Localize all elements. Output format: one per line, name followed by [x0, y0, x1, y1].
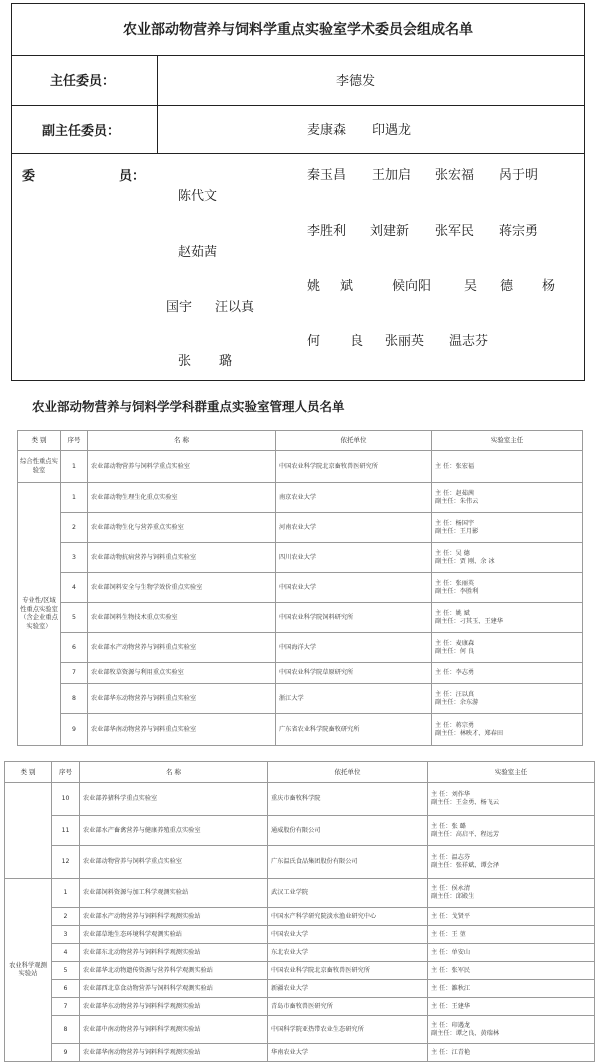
- director-cell: [428, 1016, 595, 1044]
- unit-cell: 中国农业科学院北京畜牧兽医研究所: [276, 451, 432, 483]
- number-cell: 5: [52, 962, 80, 980]
- director-line: 主 任：张 璐: [431, 822, 466, 830]
- unit-cell: 中国农业大学: [276, 573, 432, 603]
- divider: [157, 55, 158, 153]
- director-line: 副主任：贾 刚、余 冰: [435, 557, 495, 565]
- unit-cell: 广东省农业科学院畜牧研究所: [276, 714, 432, 746]
- director-cell: [428, 944, 595, 962]
- name-cell: 农业部动物抗病营养与饲料重点实验室: [88, 543, 276, 573]
- member-name: 汪以真: [215, 300, 255, 315]
- table-row: [18, 633, 583, 663]
- director-cell: [428, 816, 595, 846]
- name-cell: 农业部牧草资源与利用重点实验室: [88, 663, 276, 684]
- member-name: 李胜利: [307, 224, 347, 239]
- table-row: [5, 1044, 595, 1062]
- member-name: 张: [178, 354, 192, 369]
- table-row: [5, 944, 595, 962]
- table-row: [5, 1016, 595, 1044]
- name-cell: 农业部华东动物营养与饲料科学观测实验站: [80, 998, 268, 1016]
- director-line: 副主任：高启平、程远芳: [431, 830, 500, 838]
- member-name: 蒋宗勇: [499, 224, 539, 239]
- name-cell: 农业部草地生态环境科学观测实验站: [80, 926, 268, 944]
- lab-table: [17, 430, 583, 746]
- director-line: 主 任：姚 斌: [435, 609, 470, 617]
- member-name: 张军民: [435, 224, 475, 239]
- category-cell: [5, 783, 52, 879]
- unit-cell: 华南农业大学: [268, 1044, 428, 1062]
- director-line: 主 任：李志勇: [435, 669, 475, 677]
- number-cell: 1: [61, 451, 88, 483]
- director-cell: [428, 846, 595, 879]
- number-cell: 3: [61, 543, 88, 573]
- number-cell: 4: [52, 944, 80, 962]
- name-cell: 农业部饲料安全与生物学效价重点实验室: [88, 573, 276, 603]
- director-line: 副主任：林映才、郑春田: [435, 729, 504, 737]
- number-cell: 2: [52, 908, 80, 926]
- director-cell: [432, 633, 583, 663]
- header-cell: 类 别: [18, 431, 61, 451]
- director-cell: [428, 926, 595, 944]
- number-cell: 12: [52, 846, 80, 879]
- unit-cell: 东北农业大学: [268, 944, 428, 962]
- director-line: 副主任：李胜利: [435, 587, 479, 595]
- number-cell: 6: [61, 633, 88, 663]
- deputy-label: 副主任委员：: [42, 124, 121, 139]
- member-name: 何: [307, 334, 321, 349]
- director-line: 副主任：张祥斌、谭会泽: [431, 862, 500, 869]
- divider: [12, 105, 584, 106]
- director-line: 主 任：杨国宇: [435, 519, 475, 527]
- number-cell: 9: [61, 714, 88, 746]
- table-row: [18, 684, 583, 714]
- member-name: 张宏福: [435, 168, 475, 183]
- member-name: 王加启: [372, 168, 412, 183]
- director-cell: [432, 483, 583, 513]
- table-row: [18, 543, 583, 573]
- table-row: [18, 714, 583, 746]
- category-cell: 专业性/区域性重点实验室（含企业重点实验室）: [18, 483, 61, 746]
- table-row: [18, 573, 583, 603]
- name-cell: 农业部动物营养与饲料学重点实验室: [88, 451, 276, 483]
- number-cell: 10: [52, 783, 80, 816]
- unit-cell: 南京农业大学: [276, 483, 432, 513]
- director-line: 主 任：蒋宗勇: [435, 721, 475, 729]
- table-row: [5, 879, 595, 908]
- table-row: [18, 451, 583, 483]
- members-label: 委: [22, 169, 36, 184]
- deputy-name: 麦康森: [307, 123, 347, 138]
- member-name: 张丽英: [385, 334, 425, 349]
- director-cell: [428, 783, 595, 816]
- director-line: 主 任：王建华: [431, 1002, 471, 1010]
- name-cell: 农业部动物生理生化重点实验室: [88, 483, 276, 513]
- unit-cell: 重庆市畜牧科学院: [268, 783, 428, 816]
- director-name: 李德发: [336, 74, 376, 89]
- name-cell: 农业部水产畜禽营养与健康养殖重点实验室: [80, 816, 268, 846]
- director-line: 副主任：余东游: [435, 698, 479, 706]
- director-line: 副主任：王月影: [435, 527, 479, 535]
- director-cell: [428, 1044, 595, 1062]
- number-cell: 1: [61, 483, 88, 513]
- header-cell: 类 别: [5, 762, 52, 783]
- header-cell: 名 称: [80, 762, 268, 783]
- director-cell: [432, 714, 583, 746]
- deputy-name: 印遇龙: [372, 123, 412, 138]
- member-name: 秦玉昌: [307, 168, 347, 183]
- number-cell: 7: [61, 663, 88, 684]
- name-cell: 农业部华南动物营养与饲料科学观测实验站: [80, 1044, 268, 1062]
- unit-cell: 通威股份有限公司: [268, 816, 428, 846]
- member-name: 德: [500, 279, 514, 294]
- committee-title: 农业部动物营养与饲料学重点实验室学术委员会组成名单: [123, 22, 473, 38]
- group-title: 农业部动物营养与饲料学学科群重点实验室管理人员名单: [32, 399, 345, 414]
- director-line: 主 任：汪以真: [435, 690, 475, 698]
- director-line: 主 任：江青艳: [431, 1048, 471, 1056]
- member-name: 璐: [219, 354, 233, 369]
- director-line: 副主任：刁其玉、王建华: [435, 617, 504, 625]
- table-row: [5, 908, 595, 926]
- header-cell: 序号: [61, 431, 88, 451]
- name-cell: 农业部饲料资源与加工科学观测实验站: [80, 879, 268, 908]
- header-cell: 序号: [52, 762, 80, 783]
- director-line: 主 任：张宏福: [435, 462, 475, 470]
- category-cell: 综合性重点实验室: [18, 451, 61, 483]
- number-cell: 2: [61, 513, 88, 543]
- member-name: 候向阳: [392, 279, 432, 294]
- director-cell: [428, 962, 595, 980]
- director-cell: [428, 879, 595, 908]
- director-cell: [432, 603, 583, 633]
- director-line: 主 任：印遇龙: [431, 1021, 471, 1029]
- member-name: 良: [350, 334, 364, 349]
- name-cell: 农业部东北动物营养与饲料科学观测实验站: [80, 944, 268, 962]
- unit-cell: 四川农业大学: [276, 543, 432, 573]
- unit-cell: 中国海洋大学: [276, 633, 432, 663]
- director-cell: [428, 980, 595, 998]
- category-cell: 农业科学观测实验站: [5, 879, 52, 1062]
- name-cell: 农业部动物生化与营养重点实验室: [88, 513, 276, 543]
- director-cell: [432, 663, 583, 684]
- number-cell: 8: [61, 684, 88, 714]
- table-row: [18, 663, 583, 684]
- station-table: [4, 761, 595, 1062]
- table-header-row: [18, 431, 583, 451]
- director-cell: [432, 543, 583, 573]
- member-name: 吴: [464, 279, 478, 294]
- name-cell: 农业部西北草食动物营养与饲料科学观测实验站: [80, 980, 268, 998]
- director-cell: [432, 684, 583, 714]
- director-label: 主任委员：: [50, 74, 116, 89]
- table-row: [18, 513, 583, 543]
- unit-cell: 中国科学院亚热带农业生态研究所: [268, 1016, 428, 1044]
- unit-cell: 武汉工业学院: [268, 879, 428, 908]
- unit-cell: 广东温氏食品集团股份有限公司: [268, 846, 428, 879]
- director-line: 主 任：赵茹茜: [435, 489, 475, 497]
- director-cell: [432, 513, 583, 543]
- name-cell: 农业部饲料生物技术重点实验室: [88, 603, 276, 633]
- unit-cell: 浙江大学: [276, 684, 432, 714]
- header-cell: 名 称: [88, 431, 276, 451]
- unit-cell: 中国水产科学研究院淡水渔业研究中心: [268, 908, 428, 926]
- name-cell: 农业部华东动物营养与饲料重点实验室: [88, 684, 276, 714]
- member-name: 陈代文: [178, 189, 218, 204]
- director-line: 主 任：单安山: [431, 948, 471, 956]
- table-header-row: [5, 762, 595, 783]
- name-cell: 农业部华南动物营养与饲料重点实验室: [88, 714, 276, 746]
- director-line: 主 任：温志芬: [431, 854, 471, 862]
- name-cell: 农业部动物营养与饲料学重点实验室: [80, 846, 268, 879]
- number-cell: 4: [61, 573, 88, 603]
- header-cell: 依托单位: [276, 431, 432, 451]
- member-name: 姚: [307, 279, 321, 294]
- number-cell: 9: [52, 1044, 80, 1062]
- unit-cell: 中国农业科学院草原研究所: [276, 663, 432, 684]
- member-name: 呙于明: [499, 168, 539, 183]
- director-line: 主 任：张丽英: [435, 579, 475, 587]
- director-line: 主 任：戈贤平: [431, 912, 471, 920]
- table-row: [5, 783, 595, 816]
- number-cell: 8: [52, 1016, 80, 1044]
- member-name: 杨: [542, 279, 556, 294]
- director-line: 副主任：谭之良、黄瑞林: [431, 1029, 500, 1037]
- table-row: [5, 926, 595, 944]
- director-line: 副主任：朱伟云: [435, 497, 479, 505]
- member-name: 温志芬: [449, 334, 489, 349]
- director-line: 主 任：张军民: [431, 966, 471, 974]
- divider: [12, 153, 584, 154]
- unit-cell: 中国农业大学: [268, 926, 428, 944]
- director-line: 副主任：邱殿生: [431, 893, 475, 900]
- name-cell: 农业部养猪科学重点实验室: [80, 783, 268, 816]
- unit-cell: 新疆农业大学: [268, 980, 428, 998]
- name-cell: 农业部中南动物营养与饲料科学观测实验站: [80, 1016, 268, 1044]
- unit-cell: 中国农业科学院饲料研究所: [276, 603, 432, 633]
- number-cell: 6: [52, 980, 80, 998]
- director-line: 主 任：雒秋江: [431, 984, 471, 992]
- number-cell: 1: [52, 879, 80, 908]
- table-row: [5, 998, 595, 1016]
- number-cell: 3: [52, 926, 80, 944]
- name-cell: 农业部水产动物营养与饲料科学观测实验站: [80, 908, 268, 926]
- table-row: [18, 483, 583, 513]
- member-name: 刘建新: [370, 224, 410, 239]
- name-cell: 农业部华北动物遗传资源与营养科学观测实验站: [80, 962, 268, 980]
- member-name: 赵茹茜: [178, 245, 218, 260]
- unit-cell: 河南农业大学: [276, 513, 432, 543]
- divider: [12, 55, 584, 56]
- director-cell: [432, 573, 583, 603]
- name-cell: 农业部水产动物营养与饲料重点实验室: [88, 633, 276, 663]
- number-cell: 11: [52, 816, 80, 846]
- unit-cell: 青岛市畜牧兽医研究所: [268, 998, 428, 1016]
- number-cell: 5: [61, 603, 88, 633]
- table-row: [5, 980, 595, 998]
- member-name: 斌: [340, 279, 354, 294]
- director-cell: [432, 451, 583, 483]
- member-name: 国宇: [166, 300, 193, 315]
- director-line: 主 任：麦康森: [435, 639, 475, 647]
- director-line: 副主任：何 良: [435, 647, 475, 655]
- director-line: 主 任：侯永清: [431, 885, 471, 893]
- table-row: [18, 603, 583, 633]
- director-line: 主 任：刘作华: [431, 791, 471, 799]
- committee-table: [11, 3, 585, 381]
- director-line: 主 任：王 堃: [431, 930, 466, 938]
- director-cell: [428, 908, 595, 926]
- table-row: [5, 962, 595, 980]
- number-cell: 7: [52, 998, 80, 1016]
- members-label: 员：: [119, 169, 146, 184]
- header-cell: 实验室主任: [432, 431, 583, 451]
- director-line: 副主任：王金勇、杨飞云: [431, 799, 500, 806]
- header-cell: 依托单位: [268, 762, 428, 783]
- table-row: [5, 816, 595, 846]
- header-cell: 实验室主任: [428, 762, 595, 783]
- table-row: [5, 846, 595, 879]
- director-cell: [428, 998, 595, 1016]
- unit-cell: 中国农业科学院北京畜牧兽医研究所: [268, 962, 428, 980]
- director-line: 主 任：吴 德: [435, 549, 470, 557]
